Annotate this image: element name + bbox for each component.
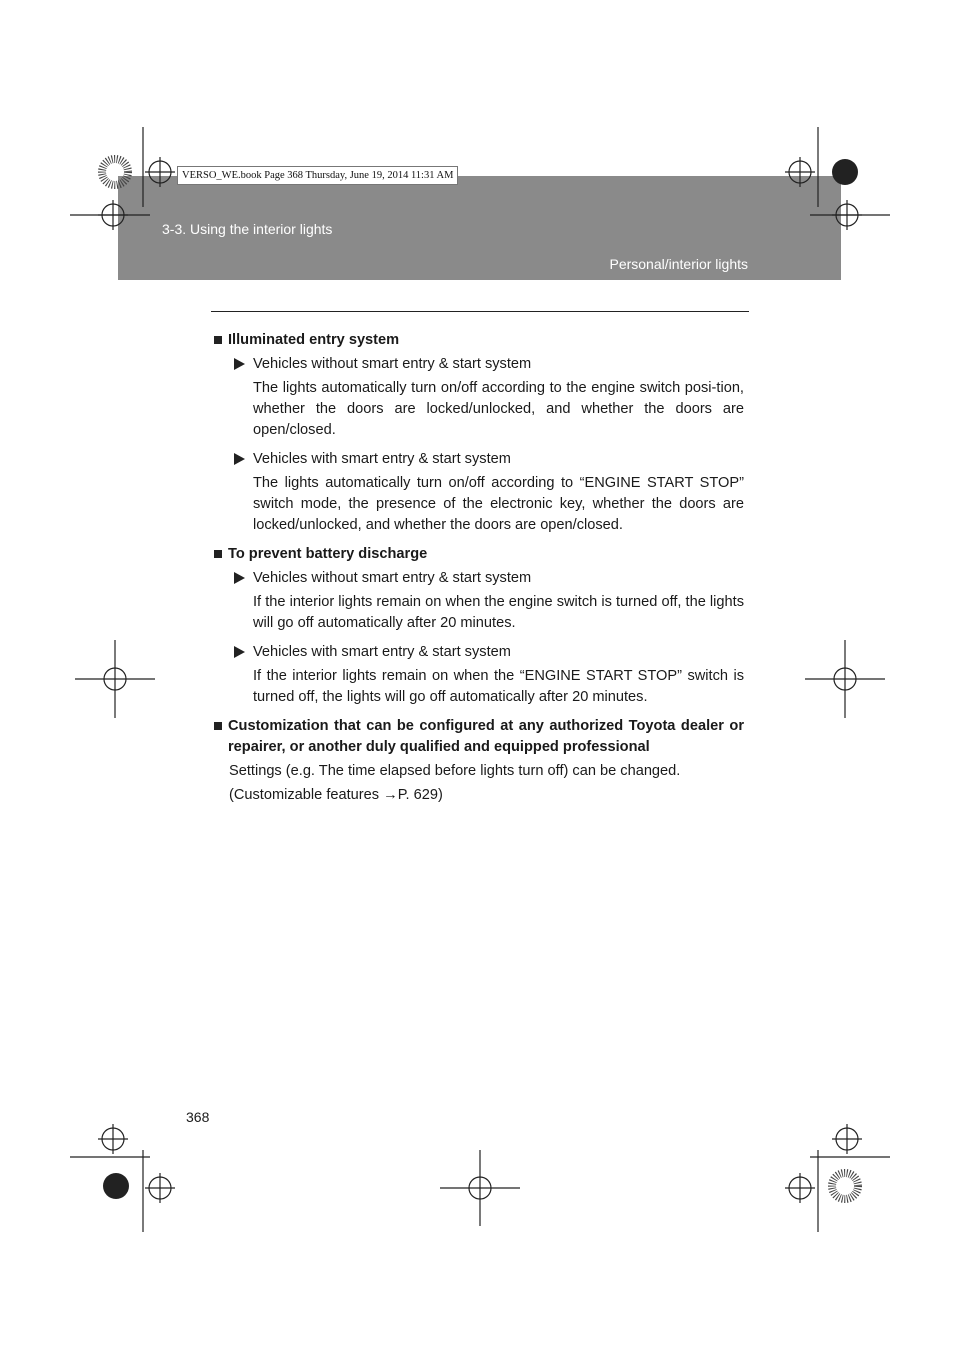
sub-item-text: If the interior lights remain on when the “ENGINE START STOP” switch is turned off, the lights will go off automatically after 20 minutes. xyxy=(253,668,744,705)
sunburst-mark-icon xyxy=(102,159,128,185)
section-heading: Illuminated entry system xyxy=(214,330,744,351)
book-stamp: VERSO_WE.book Page 368 Thursday, June 19, 2014 11:31 AM xyxy=(177,166,458,185)
page-heading: Personal/interior lights xyxy=(609,256,748,272)
section-body: Settings (e.g. The time elapsed before lights turn off) can be changed. xyxy=(229,763,681,779)
corner-dot-icon xyxy=(832,159,858,185)
sub-item-text: The lights automatically turn on/off according to “ENGINE START STOP” switch mode, the presence of the electronic key, whether the doors are locked/unlocked, and whether the doors are open/closed. xyxy=(253,475,744,533)
sunburst-mark-icon xyxy=(832,1173,858,1199)
section-heading: Customization that can be configured at any authorized Toyota dealer or repairer, or another duly qualified and equipped professional xyxy=(214,716,744,758)
section-heading: To prevent battery discharge xyxy=(214,544,744,565)
corner-dot-icon xyxy=(103,1173,129,1199)
sub-item-label: Vehicles with smart entry & start system xyxy=(234,449,744,470)
sub-item-label: Vehicles without smart entry & start system xyxy=(234,354,744,375)
page-number: 368 xyxy=(186,1109,210,1125)
cross-reference: (Customizable features →P. 629) xyxy=(229,787,443,803)
sub-item-text: If the interior lights remain on when the engine switch is turned off, the lights will go off automatically after 20 minutes. xyxy=(253,594,744,631)
sub-item-text: The lights automatically turn on/off according to the engine switch posi-tion, whether the doors are locked/unlocked, and whether the doors are open/closed. xyxy=(253,380,744,438)
sub-item-label: Vehicles without smart entry & start system xyxy=(234,568,744,589)
sub-item-label: Vehicles with smart entry & start system xyxy=(234,642,744,663)
section-label: 3-3. Using the interior lights xyxy=(162,221,333,237)
